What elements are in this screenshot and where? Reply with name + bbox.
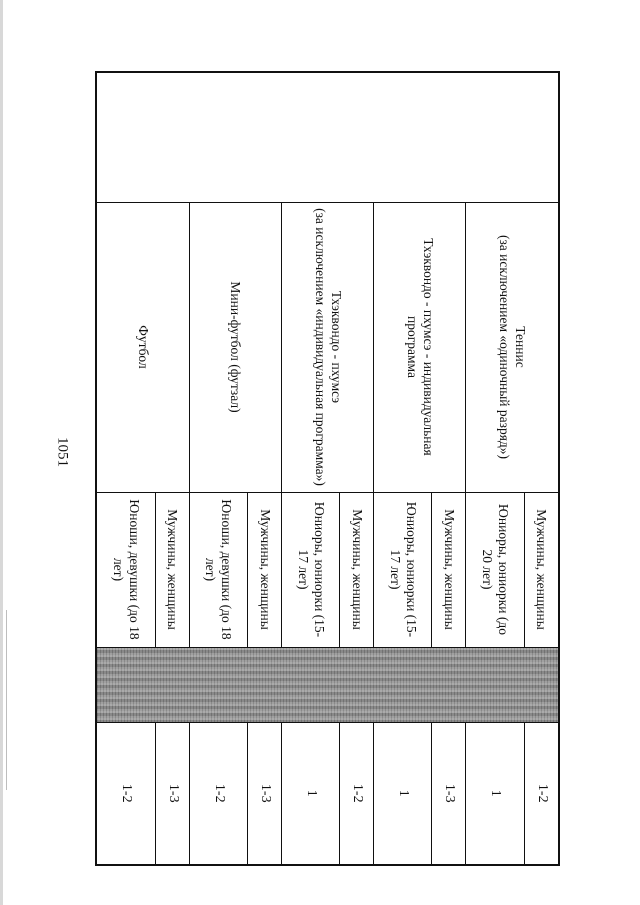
sport-name: Футбол	[135, 325, 151, 369]
empty-column-cell	[96, 72, 559, 202]
page-number: 1051	[54, 437, 71, 467]
category-cell: Юноши, девушки (до 18 лет)	[189, 492, 247, 647]
competition-table	[95, 71, 560, 866]
rank-cell: 1	[466, 722, 524, 865]
scan-artifact-line	[6, 610, 7, 790]
category-cell: Мужчины, женщины	[524, 492, 559, 647]
sport-name: Тхэквондо - пхумсэ - индивидуальная программа	[404, 238, 437, 456]
category-cell: Мужчины, женщины	[340, 492, 374, 647]
category-cell: Юниоры, юниорки (15-17 лет)	[281, 492, 339, 647]
category-cell: Юноши, девушки (до 18 лет)	[96, 492, 155, 647]
sport-name-cell	[281, 202, 373, 492]
scan-edge	[0, 0, 3, 905]
table-container	[95, 71, 560, 864]
rank-cell: 1-2	[96, 722, 155, 865]
category-cell: Мужчины, женщины	[247, 492, 281, 647]
table-row	[524, 72, 559, 865]
rank-cell: 1-2	[189, 722, 247, 865]
rank-cell: 1	[374, 722, 432, 865]
category-cell: Мужчины, женщины	[432, 492, 466, 647]
rank-cell: 1-3	[247, 722, 281, 865]
sport-name: Теннис	[513, 326, 529, 368]
category-cell: Юниоры, юниорки (до 20 лет)	[466, 492, 524, 647]
rank-cell: 1	[281, 722, 339, 865]
sport-name-cell	[96, 202, 189, 492]
sport-name: Мини-футбол (футзал)	[228, 281, 244, 413]
rank-cell: 1-2	[524, 722, 559, 865]
sport-name: Тхэквондо - пхумсэ	[328, 290, 344, 404]
category-cell: Юниоры, юниорки (15-17 лет)	[374, 492, 432, 647]
sport-name-cell	[189, 202, 281, 492]
rank-cell: 1-3	[432, 722, 466, 865]
sport-name-cell	[374, 202, 466, 492]
highlight-band	[97, 648, 558, 722]
sport-note: (за исключением «одиночный разряд»)	[497, 234, 513, 460]
sport-note: (за исключением «индивидуальная программа»)	[312, 208, 328, 486]
highlight-band-cell	[96, 647, 559, 722]
sport-name-cell	[466, 202, 559, 492]
rank-cell: 1-3	[155, 722, 189, 865]
category-cell: Мужчины, женщины	[155, 492, 189, 647]
rank-cell: 1-2	[340, 722, 374, 865]
